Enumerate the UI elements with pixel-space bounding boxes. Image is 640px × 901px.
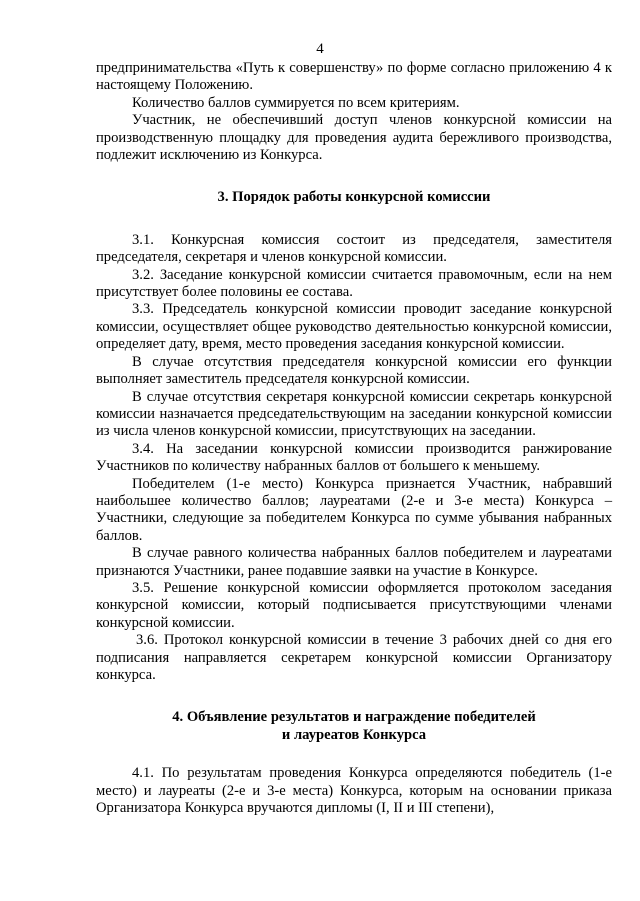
paragraph-3-5: 3.5. Решение конкурсной комиссии оформляется протоколом заседания конкурсной комиссии, который подписывается присутствующими членами конкурсной комиссии. [96,579,612,631]
document-body [96,60,612,817]
paragraph-3-6: 3.6. Протокол конкурсной комиссии в течение 3 рабочих дней со дня его подписания направляется секретарем конкурсной комиссии Организатору конкурса. [96,632,612,683]
section-3-heading: 3. Порядок работы конкурсной комиссии [217,189,491,206]
section-4-heading-line1: 4. Объявление результатов и награждение победителей [172,709,536,726]
page-number: 4 [316,41,324,57]
paragraph-3-1: 3.1. Конкурсная комиссия состоит из председателя, заместителя председателя, секретаря и членов конкурсной комиссии. [96,231,612,266]
paragraph-3-4-tie: В случае равного количества набранных баллов победителем и лауреатами признаются Участники, ранее подавшие заявки на участие в Конкурсе. [96,545,612,579]
paragraph-intro-continuation: предпринимательства «Путь к совершенству» по форме согласно приложению 4 к настоящему Положению. [96,60,612,94]
paragraph-score-summation: Количество баллов суммируется по всем критериям. [132,94,460,111]
section-4-heading-line2: и лауреатов Конкурса [281,726,427,743]
paragraph-exclusion-rule: Участник, не обеспечивший доступ членов конкурсной комиссии на производственную площадку для проведения аудита бережливого производства, подлежит исключению из Конкурса. [96,112,612,164]
paragraph-3-4-winner: Победителем (1-е место) Конкурса признается Участник, набравший наибольшее количество баллов; лауреатами (2-е и 3-е места) Конкурса – Участники, следующие за победителем Конкурса по сумме убывания набранных баллов. [96,475,612,544]
paragraph-3-3-secretary-absence: В случае отсутствия секретаря конкурсной комиссии секретарь конкурсной комиссии назначается председательствующим на заседании конкурсной комиссии из числа членов конкурсной комиссии, присутствующих на заседании. [96,388,612,440]
paragraph-3-3-chair-absence: В случае отсутствия председателя конкурсной комиссии его функции выполняет заместитель председателя конкурсной комиссии. [96,353,612,388]
paragraph-4-1: 4.1. По результатам проведения Конкурса определяются победитель (1-е место) и лауреаты (2-е и 3-е места) Конкурса, которым на основании приказа Организатора Конкурса вручаются дипломы (I, II и III степени), [96,765,612,817]
paragraph-3-4: 3.4. На заседании конкурсной комиссии производится ранжирование Участников по количеству набранных баллов от большего к меньшему. [96,440,612,475]
paragraph-3-2: 3.2. Заседание конкурсной комиссии считается правомочным, если на нем присутствует более половины ее состава. [96,266,612,301]
paragraph-3-3: 3.3. Председатель конкурсной комиссии проводит заседание конкурсной комиссии, осуществляет общее руководство деятельностью конкурсной комиссии, определяет дату, время, место проведения заседания конкурсной комиссии. [96,301,612,353]
